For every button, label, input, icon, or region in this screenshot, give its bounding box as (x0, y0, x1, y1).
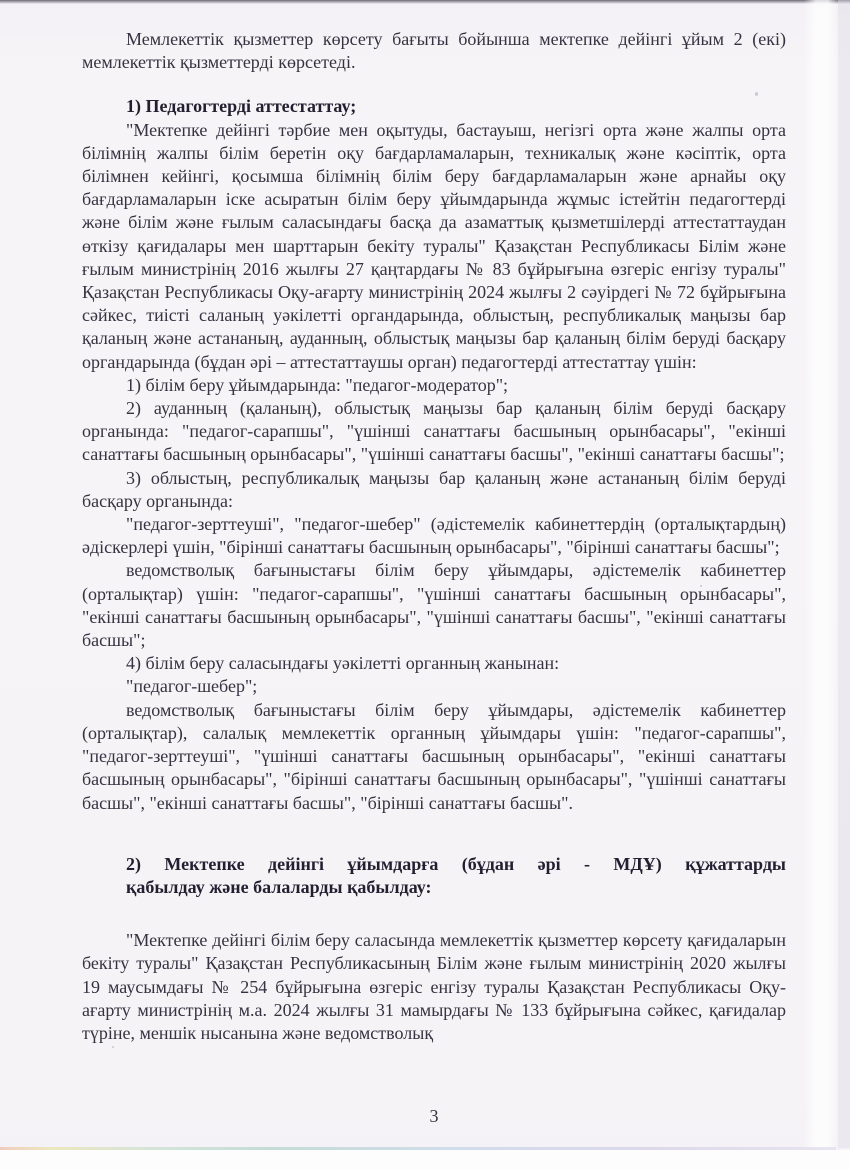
scan-speck (755, 92, 758, 96)
section-2-heading-line1: 2) Мектепке дейінгі ұйымдарға (бұдан әрі - МДҰ) құжаттарды (126, 853, 786, 874)
intro-paragraph: Мемлекеттік қызметтер көрсету бағыты бойынша мектепке дейінгі ұйым 2 (екі) мемлекеттік қызметтерді көрсетеді. (82, 29, 786, 73)
section-2-heading (82, 853, 786, 899)
subordinate-orgs-paragraph-1: ведомстволық бағыныстағы білім беру ұйымдары, әдістемелік кабинеттер (орталықтар) үшін: "педагог-сарапшы", "үшінші санаттағы басшының орынбасары", "екінші санаттағы басшының орынбасары", "үшінші санаттағы басшы", "екінші санаттағы басшы"; (82, 560, 786, 651)
scan-speck (112, 1046, 114, 1048)
page-number: 3 (429, 1106, 439, 1126)
subordinate-orgs-paragraph-2: ведомстволық бағыныстағы білім беру ұйымдары, әдістемелік кабинеттер (орталықтар), салалық мемлекеттік органның ұйымдары үшін: "педагог-сарапшы", "педагог-зерттеуші", "үшінші санаттағы басшының орынбасары", "екінші санаттағы басшының орынбасары", "бірінші санаттағы басшының орынбасары", "үшінші санаттағы басшы", "екінші санаттағы басшы", "бірінші санаттағы басшы". (82, 699, 786, 813)
scan-top-edge (0, 0, 850, 4)
scan-right-edge (838, 0, 850, 1148)
item-4-position-line: "педагог-шебер"; (126, 676, 258, 697)
section-1-heading: 1) Педагогтерді аттестаттау; (126, 96, 357, 117)
document-text-block (82, 28, 786, 1045)
item-3-positions-paragraph: "педагог-зерттеуші", "педагог-шебер" (әдістемелік кабинеттердің (орталықтардың) әдіскерлері үшін, "бірінші санаттағы басшының орынбасары", "бірінші санаттағы басшы"; (82, 514, 786, 558)
section-2-heading-line2: қабылдау және балаларды қабылдау: (126, 876, 432, 897)
preschool-rules-paragraph: "Мектепке дейінгі білім беру саласында мемлекеттік қызметтер көрсету қағидаларын бекіту туралы" Қазақстан Республикасының Білім және ғылым министрінің 2020 жылғы 19 маусымдағы № 254 бұйрығына өзгеріс енгізу туралы Қазақстан Республикасы Оқу-ағарту министрінің м.а. 2024 жылғы 31 мамырдағы № 133 бұйрығына сәйкес, қағидалар түріне, меншік нысанына және ведомстволық (82, 930, 786, 1043)
scan-right-highlight (804, 0, 838, 1148)
attestation-list-item-2: 2) ауданның (қаланың), облыстық маңызы бар қаланың білім беруді басқару органында: "педагог-сарапшы", "үшінші санаттағы басшының орынбасары", "екінші санаттағы басшының орынбасары", "үшінші санаттағы басшы", "екінші санаттағы басшы"; (82, 398, 786, 465)
attestation-list-item-1: 1) білім беру ұйымдарында: "педагог-модератор"; (126, 374, 509, 395)
scan-bottom-margin (0, 1150, 850, 1170)
scan-speck (700, 585, 702, 587)
attestation-list-item-4: 4) білім беру саласындағы уәкілетті органның жанынан: (126, 653, 560, 674)
attestation-list-item-3: 3) облыстың, республикалық маңызы бар қаланың және астананың білім беруді басқару органында: (82, 467, 786, 511)
attestation-rules-paragraph: "Мектепке дейінгі тәрбие мен оқытуды, бастауыш, негізгі орта және жалпы орта білімнің жалпы білім беретін оқу бағдарламаларын, техникалық және кәсіптік, орта білімнен кейінгі, қосымша білімнің білім беру бағдарламаларын және арнайы оқу бағдарламаларын іске асыратын білім беру ұйымдарында жұмыс істейтін педагогтерді және білім және ғылым саласындағы басқа да азаматтық қызметшілерді аттестаттаудан өткізу қағидалары мен шарттарын бекіту туралы" Қазақстан Республикасы Білім және ғылым министрінің 2016 жылғы 27 қаңтардағы № 83 бұйрығына өзгеріс енгізу туралы" Қазақстан Республикасы Оқу-ағарту министрінің 2024 жылғы 2 сәуірдегі № 72 бұйрығына сәйкес, тиісті саланың уәкілетті органдарында, облыстың, республикалық маңызы бар қаланың және астананың, ауданның, облыстық маңызы бар қаланың білім беруді басқару органдарында (бұдан әрі – аттестаттаушы орган) педагогтерді аттестаттау үшін: (82, 119, 786, 372)
